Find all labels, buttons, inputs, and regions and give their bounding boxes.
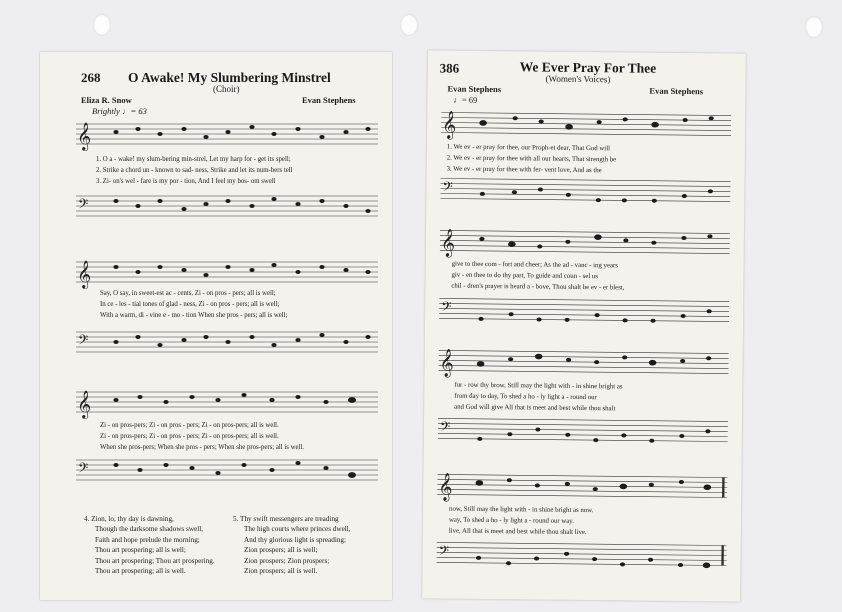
lyric-line: Zi - on pros-pers; Zi - on pros - pers; Zi - on pros-pers; all is well. (100, 433, 279, 440)
hymn-page-right (422, 50, 746, 601)
composer: Evan Stephens (649, 85, 704, 97)
composer: Evan Stephens (302, 95, 356, 105)
tempo-marking: Brightly ♩= 63 (92, 106, 147, 116)
hymn-title: O Awake! My Slumbering Minstrel (128, 70, 331, 85)
bass-staff (440, 174, 730, 209)
treble-staff (438, 346, 728, 381)
lyric-line: In ce - les - tial tones of glad - ness, Zi - on pros - pers; all is well; (100, 301, 280, 308)
lyric-line: Zi - on pros-pers; Zi - on pros - pers; Zi - on pros-pers; all is well. (100, 422, 279, 429)
lyric-line: 3. Zi- on's wel - fare is my por - tion, And I feel my bos- om swell (96, 178, 276, 185)
lyricist: Eliza R. Snow (81, 95, 132, 105)
hymn-title: We Ever Pray For Thee (519, 59, 657, 76)
bass-staff (438, 414, 728, 449)
bass-staff (439, 294, 729, 329)
lyric-line: When she pros-pers; When she pros - pers; When she pros-pers; all is well. (100, 444, 304, 451)
lyric-line: 2. Strike a chord un - known to sad- ness, Strike and let its num-bers tell (96, 167, 293, 174)
treble-staff (440, 226, 730, 261)
treble-staff (441, 108, 731, 143)
lyric-line: chil - dren's prayer is heard a - bove, Thou shalt be ev - er blest, (451, 282, 625, 292)
svg-text:𝄞: 𝄞 (77, 262, 92, 288)
treble-staff (437, 470, 727, 505)
lyric-line: from day to day, To shed a ho - ly light a - round our (454, 392, 597, 402)
treble-staff (76, 388, 378, 420)
hymn-number: 268 (81, 70, 101, 85)
lyric-line: giv - en thee to do thy part, To guide and coun - sel us (451, 271, 599, 281)
svg-text:𝄢: 𝄢 (78, 334, 89, 351)
svg-text:𝄞: 𝄞 (439, 350, 454, 377)
svg-text:𝄞: 𝄞 (77, 392, 92, 418)
bass-staff (436, 538, 726, 573)
svg-text:𝄢: 𝄢 (438, 544, 450, 562)
svg-text:𝄞: 𝄞 (438, 474, 453, 501)
lyric-line: With a warm, di - vine e - mo - tion When she pros - pers; all is well; (100, 312, 288, 319)
binder-hole (805, 16, 823, 38)
svg-text:𝄢: 𝄢 (442, 180, 453, 198)
hymn-subtitle: (Women's Voices) (545, 73, 611, 85)
lyricist: Evan Stephens (447, 83, 502, 95)
bass-staff (76, 192, 378, 224)
lyric-line: 1. We ev - er pray for thee, our Proph-et dear, That God will (446, 143, 611, 153)
svg-text:𝄢: 𝄢 (78, 198, 89, 215)
svg-text:𝄞: 𝄞 (77, 124, 92, 150)
hymn-number: 386 (439, 60, 460, 76)
svg-text:𝄞: 𝄞 (441, 112, 457, 139)
treble-staff (76, 120, 378, 152)
lyric-line: now, Still may the light with - in shine bright as now. (449, 505, 594, 515)
svg-text:𝄢: 𝄢 (78, 462, 89, 479)
hymn-subtitle: (Choir) (213, 84, 240, 94)
svg-text:𝄞: 𝄞 (440, 230, 456, 257)
tempo-marking: ♩= 69 (453, 94, 478, 105)
bass-staff (76, 328, 378, 360)
svg-text:𝄢: 𝄢 (441, 300, 452, 318)
bass-staff (76, 456, 378, 488)
lyric-line: give to thee com - fort and cheer; As the ad - vanc - ing years (451, 260, 618, 270)
lyric-line: Say, O say, in sweet-est ac - cents, Zi - on pros - pers; all is well; (100, 290, 276, 297)
lyric-line: 2. We ev - er pray for thee with all our hearts, That strength be (446, 154, 617, 164)
svg-text:𝄢: 𝄢 (439, 420, 451, 438)
treble-staff (76, 258, 378, 290)
lyric-line: and God will give All that is meet and best while thou shalt (454, 403, 616, 413)
lyric-line: live, All that is meet and best while thou shalt live. (448, 527, 587, 537)
verse-4: 4. Zion, lo, thy day is dawning, Though the darksome shadows swell, Faith and hope prelude the morning; Thou art prospering; all is well; Thou art prospering; Thou art prospering. Thou art prospering; all is well. (84, 515, 215, 576)
hymn-page-left (40, 52, 392, 600)
lyric-line: fur - row thy brow, Still may the light with - in shine bright as (454, 381, 623, 391)
binder-hole (400, 14, 418, 36)
verse-5: 5. Thy swift messengers are treading The high courts where princes dwell, And thy glorious light is spreading; Zion prospers; all is well; Zion prospers; Zion prospers; Zion prospers; all is well. (233, 515, 351, 576)
lyric-line: way, To shed a ho - ly light a - round our way. (448, 516, 574, 525)
lyric-line: 3. We ev - er pray for thee with fer- vent love, And as the (446, 165, 602, 175)
binder-hole (93, 14, 111, 36)
lyric-line: 1. O a - wake! my slum-bering min-strel, Let my harp for - get its spell; (96, 156, 291, 163)
